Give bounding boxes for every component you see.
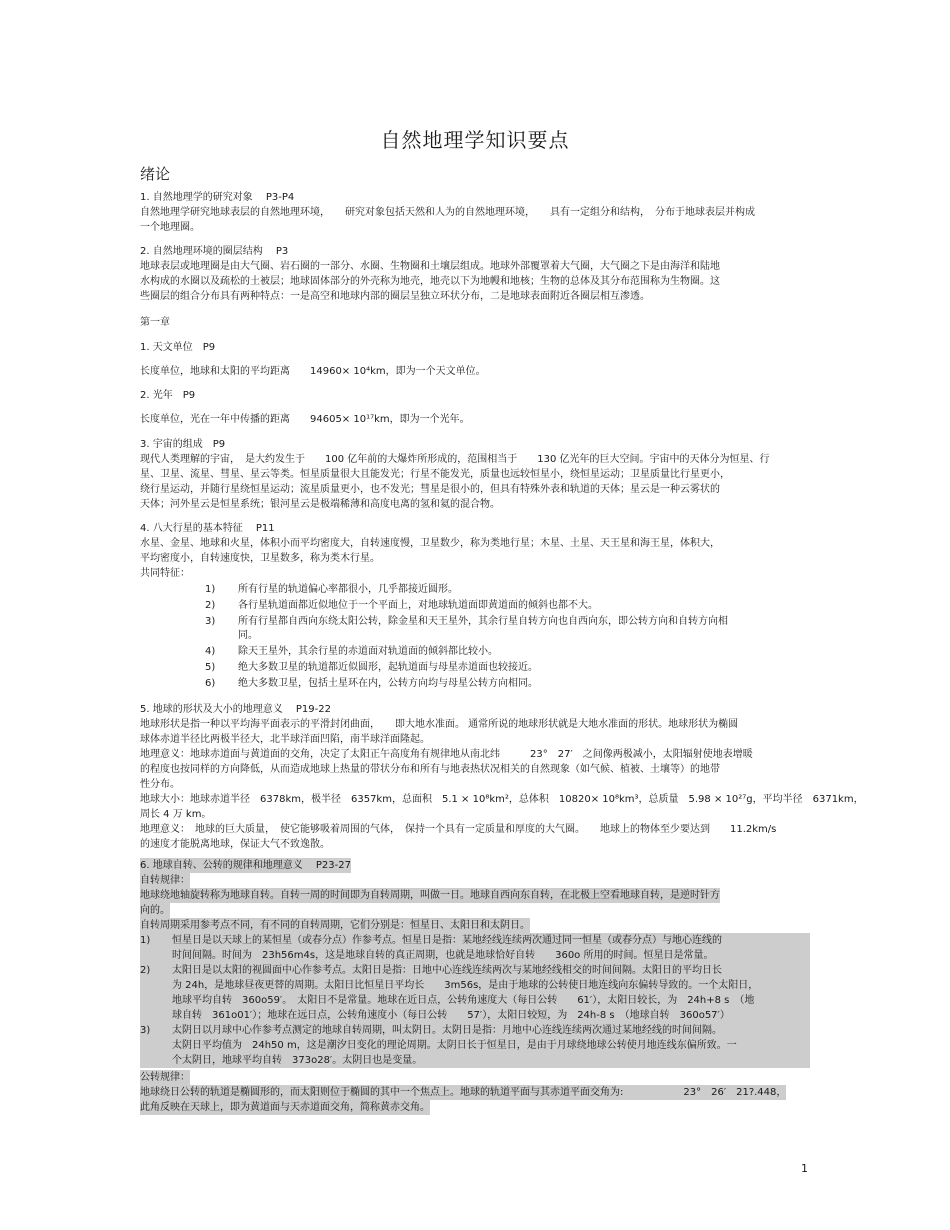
section-heading: 4. 八大行星的基本特征 P11 bbox=[140, 523, 275, 534]
list-item: 绝大多数卫星的轨道都近似圆形，起轨道面与母星赤道面也较接近。 bbox=[238, 662, 538, 673]
list-item: 所有行星都自西向东绕太阳公转，除金星和天王星外，其余行星自转方向也自西向东，即公转方向和自转方向相 bbox=[238, 616, 728, 627]
section-heading: 5. 地球的形状及大小的地理意义 P19-22 bbox=[140, 704, 331, 715]
list-item: 太阴日以月球中心作参考点测定的地球自转周期，叫太阴日。太阴日是指：月地中心连线连续两次通过某地经线的时间间隔。 bbox=[172, 1025, 722, 1036]
paragraph-line: 绕行星运动，并随行星绕恒星运动；流星质量更小，也不发光；彗星是很小的，但具有特殊外表和轨道的天体；星云是一种云雾状的 bbox=[140, 484, 720, 495]
list-item: 除天王星外，其余行星的赤道面对轨道面的倾斜都比较小。 bbox=[238, 646, 498, 657]
paragraph-line: 水星、金星、地球和火星，体积小而平均密度大，自转速度慢，卫星数少，称为类地行星；木星、土星、天王星和海王星，体积大， bbox=[140, 538, 720, 549]
paragraph-line: 些圈层的组合分布具有两种特点：一是高空和地球内部的圈层呈独立环状分布，二是地球表面附近各圈层相互渗透。 bbox=[140, 291, 650, 302]
list-number: 4) bbox=[205, 646, 216, 657]
list-number: 3) bbox=[140, 1025, 151, 1036]
page-number: 1 bbox=[801, 1162, 808, 1175]
paragraph-line: 公转规律： bbox=[140, 1072, 190, 1083]
paragraph-line: 地球绕日公转的轨道是椭圆形的，而太阳则位于椭圆的其中一个焦点上。地球的轨道平面与其赤道平面交角为: 23° 26′ 21?.448， bbox=[140, 1087, 787, 1098]
intro-heading: 绪论 bbox=[140, 165, 171, 183]
list-item: 各行星轨道面都近似地位于一个平面上，对地球轨道面即黄道面的倾斜也都不大。 bbox=[238, 600, 598, 611]
list-number: 5) bbox=[205, 662, 216, 673]
list-item: 球自转 361o01′）；地球在远日点，公转角速度小（每日公转 57′），太阳日较短，为 24h-8 s （地球自转 360o57′） bbox=[172, 1010, 730, 1021]
list-item: 所有行星的轨道偏心率都很小，几乎都接近圆形。 bbox=[238, 584, 458, 595]
section-heading: 6. 地球自转、公转的规律和地理意义 P23-27 bbox=[140, 860, 351, 871]
list-item: 为 24h，是地球昼夜更替的周期。太阳日比恒星日平均长 3m56s，是由于地球的公转使日地连线向东偏转导致的。一个太阳日， bbox=[172, 980, 759, 991]
section-heading: 2. 自然地理环境的圈层结构 P3 bbox=[140, 246, 289, 257]
list-number: 2) bbox=[140, 965, 151, 976]
paragraph-line: 自转周期采用参考点不同，有不同的自转周期，它们分别是：恒星日、太阳日和太阴日。 bbox=[140, 920, 530, 931]
paragraph-line: 地球形状是指一种以平均海平面表示的平滑封闭曲面， 即大地水准面。 通常所说的地球形状就是大地水准面的形状。地球形状为椭圆 bbox=[140, 719, 739, 730]
section-heading: 1. 自然地理学的研究对象 P3-P4 bbox=[140, 192, 295, 203]
list-item: 个太阴日，地球平均自转 373o28′。太阴日也是变量。 bbox=[172, 1055, 423, 1066]
paragraph-line: 周长 4 万 km。 bbox=[140, 809, 212, 820]
paragraph-line: 地球表层或地理圈是由大气圈、岩石圈的一部分、水圈、生物圈和土壤层组成。地球外部覆罩着大气圈，大气圈之下是由海洋和陆地 bbox=[140, 261, 720, 272]
list-number: 2) bbox=[205, 600, 216, 611]
section-heading: 3. 宇宙的组成 P9 bbox=[140, 439, 226, 450]
list-item: 恒星日是以天球上的某恒星（或春分点）作参考点。恒星日是指：某地经线连续两次通过同一恒星（或春分点）与地心连线的 bbox=[172, 935, 722, 946]
list-item: 太阴日平均值为 24h50 m，这是潮汐日变化的理论周期。太阴日长于恒星日，是由于月球绕地球公转使月地连线东偏所致。一 bbox=[172, 1040, 737, 1051]
list-number: 1) bbox=[205, 584, 216, 595]
list-item: 同。 bbox=[238, 630, 258, 641]
list-number: 6) bbox=[205, 678, 216, 689]
paragraph-line: 向的。 bbox=[140, 905, 170, 916]
paragraph-line: 的程度也按同样的方向降低，从而造成地球上热量的带状分布和所有与地表热状况相关的自然现象（如气候、植被、土壤等）的地带 bbox=[140, 764, 720, 775]
list-item: 时间间隔。时间为 23h56m4s，这是地球自转的真正周期，也就是地球恰好自转 360o 所用的时间。恒星日是常量。 bbox=[172, 950, 714, 961]
section-heading: 1. 天文单位 P9 bbox=[140, 342, 216, 353]
paragraph-line: 此角反映在天球上，即为黄道面与天赤道面交角，简称黄赤交角。 bbox=[140, 1102, 430, 1113]
paragraph-line: 地理意义：地球赤道面与黄道面的交角，决定了太阳正午高度角有规律地从南北纬 23° 27′ 之间像两极减小，太阳辐射使地表增暖 bbox=[140, 749, 753, 760]
paragraph-line: 性分布。 bbox=[140, 779, 180, 790]
list-number: 1) bbox=[140, 935, 151, 946]
chapter-heading: 第一章 bbox=[140, 317, 170, 328]
paragraph-line: 球体赤道半径比两极半径大，北半球洋面凹陷，南半球洋面隆起。 bbox=[140, 734, 430, 745]
paragraph-line: 自然地理学研究地球表层的自然地理环境， 研究对象包括天然和人为的自然地理环境， 具有一定组分和结构， 分布于地球表层并构成 bbox=[140, 207, 755, 218]
paragraph-line: 星、卫星、流星、彗星、星云等类。恒星质量很大且能发光；行星不能发光，质量也远较恒星小，绕恒星运动；卫星质量比行星更小， bbox=[140, 469, 730, 480]
paragraph-line: 水构成的水圈以及疏松的土被层；地球固体部分的外壳称为地壳，地壳以下为地幔和地核；生物的总体及其分布范围称为生物圈。这 bbox=[140, 276, 720, 287]
list-item: 绝大多数卫星，包括土星环在内，公转方向均与母星公转方向相同。 bbox=[238, 678, 538, 689]
paragraph-line: 一个地理圈。 bbox=[140, 222, 200, 233]
paragraph-line: 地理意义： 地球的巨大质量， 使它能够吸着周围的气体， 保持一个具有一定质量和厚度的大气圈。 地球上的物体至少要达到 11.2km/s bbox=[140, 824, 777, 835]
section-heading: 2. 光年 P9 bbox=[140, 390, 196, 401]
paragraph-line: 长度单位，地球和太阳的平均距离 14960× 10⁴km，即为一个天文单位。 bbox=[140, 366, 486, 377]
paragraph-line: 长度单位，光在一年中传播的距离 94605× 10¹⁷km，即为一个光年。 bbox=[140, 414, 470, 425]
paragraph-line: 现代人类理解的宇宙， 是大约发生于 100 亿年前的大爆炸所形成的，范围相当于 130 亿光年的巨大空间。宇宙中的天体分为恒星、行 bbox=[140, 454, 770, 465]
list-item: 太阳日是以太阳的视圆面中心作参考点。太阳日是指：日地中心连线连续两次与某地经线相交的时间间隔。太阳日的平均日长 bbox=[172, 965, 722, 976]
paragraph-line: 地球绕地轴旋转称为地球自转。自转一周的时间即为自转周期，叫做一日。地球自西向东自转，在北极上空看地球自转，是逆时针方 bbox=[140, 890, 720, 901]
paragraph-line: 地球大小：地球赤道半径 6378km，极半径 6357km，总面积 5.1 × 10⁸km²，总体积 10820× 10⁸km³，总质量 5.98 × 10²⁷g，平均半径 6371km， bbox=[140, 794, 864, 805]
list-number: 3) bbox=[205, 616, 216, 627]
paragraph-line: 共同特征： bbox=[140, 568, 190, 579]
list-item: 地球平均自转 360o59′。 太阳日不是常量。地球在近日点，公转角速度大（每日公转 61′），太阳日较长，为 24h+8 s （地 bbox=[172, 995, 755, 1006]
paragraph-line: 平均密度小，自转速度快，卫星数多，称为类木行星。 bbox=[140, 553, 380, 564]
paragraph-line: 自转规律： bbox=[140, 875, 190, 886]
page-title: 自然地理学知识要点 bbox=[380, 128, 570, 152]
paragraph-line: 的速度才能脱离地球，保证大气不致逸散。 bbox=[140, 839, 330, 850]
paragraph-line: 天体；河外星云是恒星系统；银河星云是极端稀薄和高度电离的氢和氦的混合物。 bbox=[140, 499, 500, 510]
